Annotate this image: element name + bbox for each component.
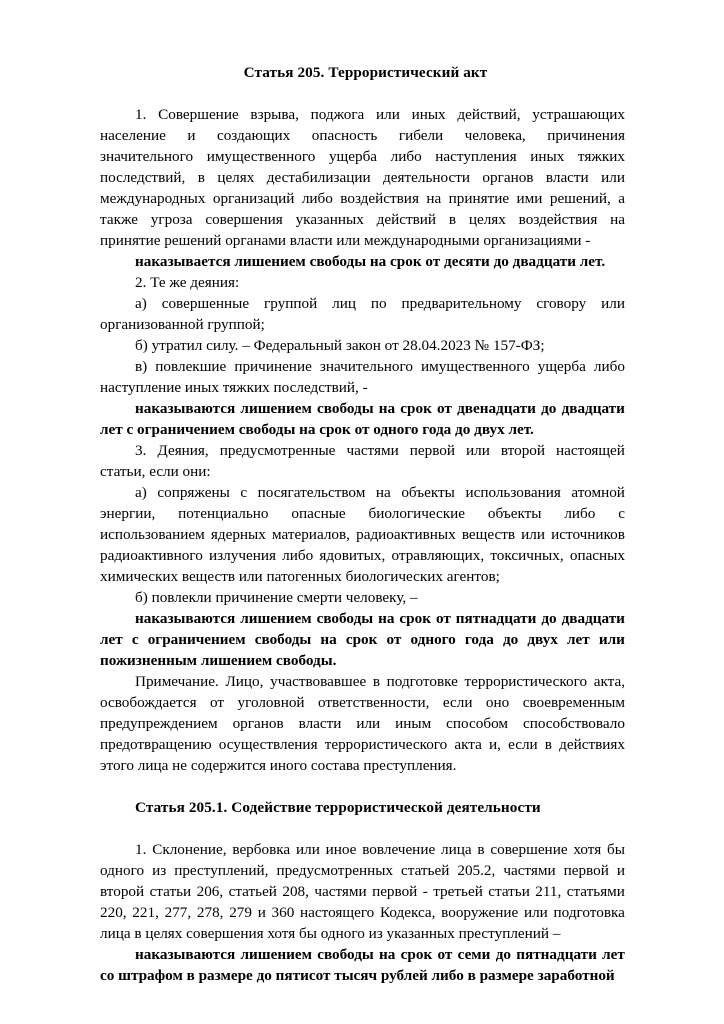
word: и [187,127,196,144]
word: лишением [240,400,312,417]
text-line [100,692,625,713]
word: либо [301,190,333,207]
word: статьей [401,862,450,879]
word: - [422,883,428,900]
word: или [376,106,400,123]
word: от [386,631,402,648]
word: лет [602,946,625,963]
text-line: наказывается лишением свободы на срок от десяти до двадцати лет. [135,253,606,270]
word: с [131,631,139,648]
word: опасность [311,127,378,144]
word: свободы [316,610,374,627]
word: 220, [100,904,127,921]
word: второй [500,442,546,459]
word: энергии, [100,505,156,522]
word: вовлечение [362,841,436,858]
word: токсичных, [490,547,564,564]
word: от [435,610,451,627]
word: биологические [368,505,466,522]
word: частями [346,442,399,459]
word: ущерба [328,148,378,165]
word: вербовка [232,841,291,858]
word: второй [100,883,145,900]
word: решений, [549,190,611,207]
word: целях [468,211,506,228]
paragraph [100,104,625,251]
word: подготовке [386,673,458,690]
word: двадцати [561,400,625,417]
word: 208, [282,883,309,900]
text-line: б) утратил силу. – Федеральный закон от 28.04.2023 № 157-ФЗ; [135,337,545,354]
word: органов [232,715,284,732]
word: от [210,694,225,711]
word: источников [551,526,625,543]
word: имущественного [421,358,530,375]
text-line [100,482,625,503]
word: срок [400,946,433,963]
word: на [379,946,396,963]
text-line: этого лица не содержится иного состава преступления. [100,757,457,774]
word: в [477,841,485,858]
word: а) [135,484,147,501]
paragraph [100,608,625,671]
word: срок [345,631,378,648]
word: деятельности [383,169,470,186]
word: оно [485,694,510,711]
word: третьей [433,883,483,900]
word: воздействия [340,190,419,207]
word: в) [135,358,148,375]
word: на [610,211,625,228]
word: Склонение, [152,841,227,858]
word: лиц [332,295,356,312]
word: а [618,190,625,207]
word: либо [564,505,596,522]
text-line [100,125,625,146]
word: лица [441,841,472,858]
text-line [100,629,625,650]
word: ядовитых, [319,547,386,564]
word: до [541,610,557,627]
word: двух [527,631,558,648]
word: иных [530,148,565,165]
word: радиоактивного [100,547,203,564]
text-line [100,440,625,461]
word: веществ [461,526,516,543]
word: хотя [573,841,602,858]
word: статьи [149,883,192,900]
word: от [437,400,452,417]
word: лишением [240,610,312,627]
text-line [100,608,625,629]
word: срок [399,610,431,627]
paragraph [100,944,625,986]
word: если [442,694,473,711]
word: атомной [571,484,625,501]
word: совершение [490,841,568,858]
word: или [601,295,625,312]
word: и [257,904,266,921]
word: устрашающих [532,106,625,123]
word: в [197,169,205,186]
paragraph [100,440,625,482]
word: создающих [216,127,291,144]
word: лет [567,631,590,648]
text-line [100,167,625,188]
word: использованием [100,526,205,543]
word: 206, [196,883,224,900]
word: пятнадцати [455,610,537,627]
word: 360 [271,904,295,921]
paragraph [100,335,625,356]
word: поджога [310,106,365,123]
text-line: 2. Те же деяния: [135,274,240,291]
text-line [100,356,625,377]
text-line: статьи, если они: [100,463,211,480]
word: акта [454,736,482,753]
word: либо [593,358,625,375]
word: потенциально [178,505,269,522]
word: ответственности, [318,694,430,711]
word: дестабилизации [266,169,371,186]
paragraph [100,587,625,608]
word: 279 [229,904,252,921]
word: материалов, [271,526,350,543]
word: воздействия [518,211,598,228]
text-line: лет с ограничением свободы на срок от одного года до двух лет. [100,421,534,438]
word: наказываются [135,946,236,963]
word: до [541,400,557,417]
text-line [100,839,625,860]
word: или [523,904,548,921]
word: или [598,631,625,648]
word: опасных [569,547,625,564]
word: принятие [448,190,510,207]
heading-gap [100,83,625,104]
word: в [372,673,381,690]
word: указанных [295,211,364,228]
word: свободы [254,631,312,648]
text-line [100,713,625,734]
word: и [616,862,625,879]
word: имущественного [206,148,316,165]
word: лет [100,631,123,648]
word: на [426,190,442,207]
word: если [508,736,538,753]
word: ущерба [537,358,586,375]
word: ядерных [210,526,266,543]
word: своевременным [522,694,625,711]
paragraph [100,671,625,776]
word: организаций [212,190,295,207]
word: 1. [135,841,147,858]
word: наказываются [135,400,236,417]
word: опасные [291,505,346,522]
article-heading: Статья 205.1. Содействие террористической деятельности [135,799,541,816]
word: года [464,631,494,648]
word: человека, [464,127,526,144]
word: Лицо, [225,673,264,690]
word: Примечание. [135,673,219,690]
word: террористического [324,736,448,753]
word: а) [135,295,147,312]
word: статьи [488,883,530,900]
word: причинение [234,358,312,375]
word: власти [545,169,589,186]
word: тяжких [577,148,625,165]
word: одного [410,631,456,648]
word: в [448,211,457,228]
word: 278, [196,904,224,921]
word: террористического [464,673,588,690]
text-line [100,104,625,125]
word: 1. [135,106,147,123]
word: 211, [535,883,562,900]
text-line [100,293,625,314]
word: излучения [209,547,276,564]
word: срок [400,400,432,417]
paragraph [100,251,625,272]
word: настоящего [300,904,375,921]
word: на [378,400,396,417]
text-line [100,398,625,419]
word: или [466,442,490,459]
text-line [100,545,625,566]
word: Деяния, [157,442,209,459]
text-line: пожизненным лишением свободы. [100,652,337,669]
word: с [240,484,248,501]
word: преступлений, [174,862,269,879]
paragraph [100,482,625,587]
word: Совершение [158,106,239,123]
word: свободы [317,400,374,417]
word: целях [217,169,255,186]
text-line: наступление иных тяжких последствий, - [100,379,368,396]
text-line: организованной группой; [100,316,265,333]
document-body [100,62,625,986]
word: отравляющих, [391,547,485,564]
word: значительного [100,148,194,165]
text-line [100,881,625,902]
word: настоящей [556,442,625,459]
word: сговору [536,295,587,312]
word: иным [395,715,432,732]
word: 277, [164,904,192,921]
word: из [152,862,167,879]
paragraph [100,272,625,293]
word: статьей [228,883,277,900]
word: семи [457,946,491,963]
word: действий [376,211,437,228]
word: 221, [132,904,159,921]
word: посягательством [257,484,366,501]
paragraph [100,398,625,440]
text-line [100,209,625,230]
word: от [437,946,453,963]
word: первой [372,883,418,900]
word: способом [446,715,508,732]
word: также [100,211,138,228]
word: предусмотренные [219,442,336,459]
text-line [100,503,625,524]
word: совершенные [161,295,250,312]
word: последствий, [100,169,186,186]
word: предотвращению [100,736,212,753]
word: международных [100,190,206,207]
word: иных [411,106,446,123]
word: наступления [435,148,517,165]
word: участвовавшее [270,673,367,690]
word: частями [314,883,367,900]
text-line: лица в целях совершения хотя бы одного из указанных преступлений – [100,925,561,942]
word: либо [390,148,422,165]
text-line [100,524,625,545]
paragraph [100,293,625,335]
word: по [370,295,387,312]
word: предупреждением [100,715,218,732]
paragraph [100,356,625,398]
text-line [100,944,625,965]
text-line: со штрафом в размере до пятисот тысяч рублей либо в размере заработной [100,967,615,984]
word: уголовной [237,694,305,711]
word: на [320,631,337,648]
paragraph [100,839,625,944]
word: одного [100,862,145,879]
word: первой [563,862,609,879]
word: подготовка [553,904,625,921]
word: частями [503,862,556,879]
article-gap [100,776,625,797]
text-line [100,860,625,881]
word: бы [607,841,625,858]
word: 3. [135,442,147,459]
word: угроза [150,211,193,228]
word: осуществления [218,736,318,753]
word: совершения [205,211,283,228]
word: на [378,610,395,627]
word: иное [325,841,357,858]
word: предварительному [401,295,522,312]
word: или [601,169,625,186]
text-line: химических веществ или патогенных биологических агентов; [100,568,500,585]
word: пятнадцати [516,946,597,963]
word: на [375,484,391,501]
word: до [502,631,519,648]
word: использования [465,484,561,501]
word: радиоактивных [356,526,456,543]
word: вооружение [441,904,519,921]
text-line [100,188,625,209]
word: Кодекса, [379,904,436,921]
word: органов [482,169,534,186]
word: с [618,505,625,522]
word: или [356,715,381,732]
word: способствовало [522,715,625,732]
heading-gap [100,818,625,839]
word: лишением [240,946,312,963]
word: в [544,736,552,753]
text-line [100,902,625,923]
word: ими [516,190,543,207]
word: или [521,526,545,543]
word: сопряжены [157,484,230,501]
text-line [100,734,625,755]
word: и, [489,736,501,753]
text-line: принятие решений органами власти или международными организациями - [100,232,591,249]
word: взрыва, [250,106,299,123]
word: население [100,127,166,144]
word: либо [282,547,314,564]
word: статьями [566,883,625,900]
text-line [100,146,625,167]
word: первой [409,442,455,459]
article-heading: Статья 205. Террористический акт [243,64,488,81]
word: объекты [487,505,542,522]
word: объекты [401,484,455,501]
word: или [295,841,320,858]
text-line [100,671,625,692]
word: освобождается [100,694,197,711]
word: до [495,946,511,963]
word: действиях [559,736,625,753]
word: акта, [593,673,625,690]
word: двадцати [561,610,625,627]
word: гибели [398,127,444,144]
word: значительного [319,358,413,375]
word: причинения [547,127,625,144]
word: предусмотренных [276,862,393,879]
word: 205.2, [457,862,496,879]
word: свободы [317,946,374,963]
word: действий, [457,106,521,123]
word: повлекшие [155,358,227,375]
word: власти [298,715,342,732]
text-line: б) повлекли причинение смерти человеку, – [135,589,418,606]
word: ограничением [147,631,246,648]
word: группой [264,295,318,312]
word: двенадцати [457,400,536,417]
word: наказываются [135,610,236,627]
